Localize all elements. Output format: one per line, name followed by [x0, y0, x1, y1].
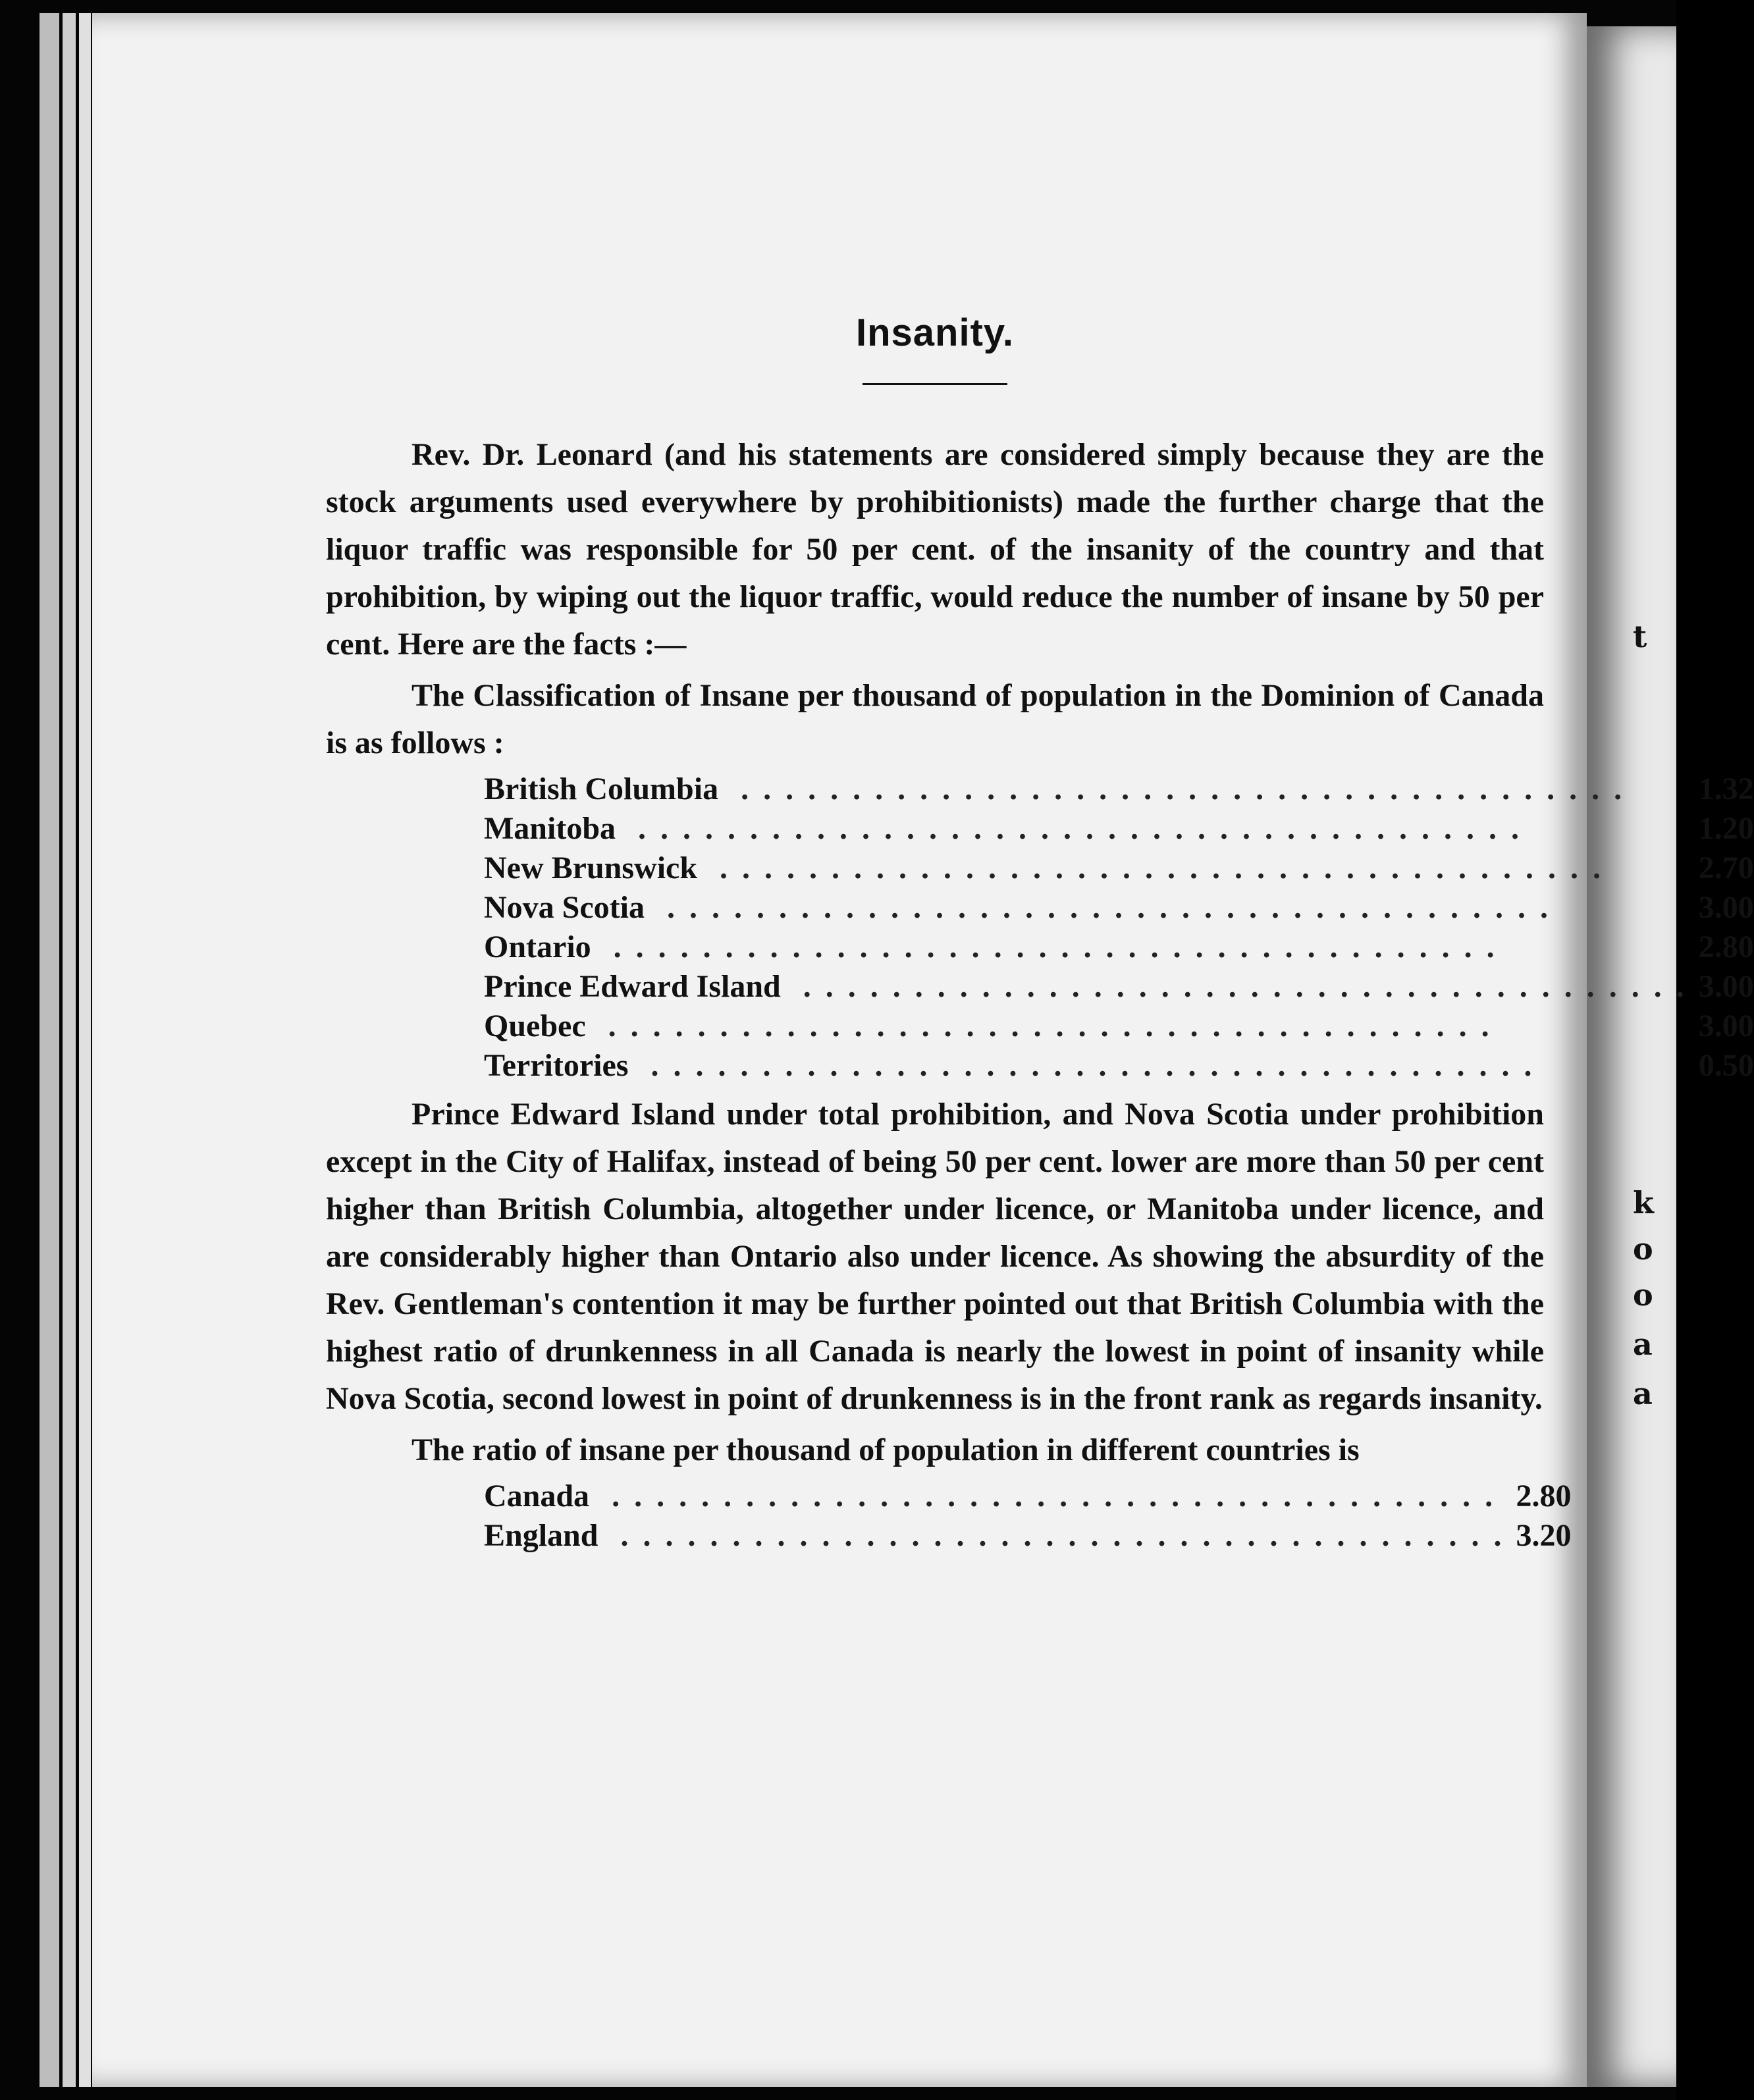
- adjacent-page-letter: o: [1633, 1231, 1653, 1267]
- ratio-value: 3.00: [1698, 890, 1754, 925]
- page-edge: [63, 13, 76, 2087]
- ratio-value: 2.80: [1698, 930, 1754, 964]
- leader-dots: ........................................: [598, 1518, 1516, 1553]
- leader-dots: ........................................: [644, 890, 1562, 925]
- page-edge: [79, 13, 91, 2087]
- table-row: [484, 1007, 1754, 1046]
- table-row: [484, 967, 1754, 1007]
- leader-dots: ........................................: [585, 1009, 1504, 1043]
- place-name: Quebec: [484, 1009, 586, 1043]
- place-name: Territories: [484, 1048, 629, 1083]
- place-name: Nova Scotia: [484, 890, 645, 925]
- table-row: [484, 849, 1754, 888]
- leader-dots: ........................................: [697, 851, 1616, 885]
- table-row: [484, 1477, 1571, 1516]
- ratio-value: 2.70: [1698, 851, 1754, 885]
- table-row: [484, 888, 1754, 928]
- ratio-value: 1.20: [1698, 811, 1754, 846]
- canada-insanity-table: [484, 770, 1754, 1086]
- table-row: [484, 1046, 1754, 1086]
- leader-dots: ........................................: [616, 811, 1534, 846]
- adjacent-page-letter: a: [1633, 1326, 1653, 1362]
- ratio-value: 3.20: [1516, 1518, 1572, 1553]
- place-name: Prince Edward Island: [484, 969, 781, 1004]
- title-divider: [863, 383, 1007, 385]
- paragraph-3: Prince Edward Island under total prohibition, and Nova Scotia under prohibition except in the City of Halifax, instead of being 50 per cent. lower are more than 50 per cent higher than British Columbia, altogether under licence, or Manitoba under licence, and are considerably higher than Ontario also under licence. As showing the absurdity of the Rev. Gentleman's contention it may be further pointed out that British Columbia with the highest ratio of drunkenness in all Canada is nearly the lowest in point of insanity while Nova Scotia, second lowest in point of drunkenness is in the front rank as regards insanity.: [326, 1097, 1544, 1416]
- adjacent-page-letter: k: [1633, 1185, 1654, 1221]
- leader-dots: ........................................: [628, 1048, 1547, 1083]
- table-row: [484, 928, 1754, 967]
- leader-dots: ........................................: [718, 772, 1637, 806]
- paragraph-4: The ratio of insane per thousand of population in different countries is: [412, 1432, 1360, 1467]
- leader-dots: ........................................: [591, 930, 1509, 964]
- place-name: New Brunswick: [484, 851, 698, 885]
- place-name: British Columbia: [484, 772, 719, 806]
- place-name: Canada: [484, 1479, 590, 1513]
- ratio-value: 3.00: [1698, 969, 1754, 1004]
- table-row: [484, 809, 1754, 849]
- paragraph-2: The Classification of Insane per thousand of population in the Dominion of Canada is as follows :: [326, 678, 1544, 760]
- place-name: Manitoba: [484, 811, 616, 846]
- table-row: [484, 1516, 1571, 1556]
- adjacent-page-letter: o: [1633, 1277, 1653, 1313]
- page-title: Insanity.: [856, 311, 1014, 354]
- ratio-value: 3.00: [1698, 1009, 1754, 1043]
- leader-dots: ........................................: [780, 969, 1699, 1004]
- place-name: England: [484, 1518, 598, 1553]
- countries-insanity-table: [484, 1477, 1571, 1556]
- table-row: [484, 770, 1754, 809]
- adjacent-page-letter: a: [1633, 1376, 1653, 1411]
- page-edge: [40, 13, 59, 2087]
- ratio-value: 1.32: [1698, 772, 1754, 806]
- page-content: [326, 309, 1754, 1561]
- place-name: Ontario: [484, 930, 591, 964]
- paragraph-1: Rev. Dr. Leonard (and his statements are considered simply because they are the stock arguments used everywhere by prohibitionists) made the further charge that the liquor traffic was responsible for 50 per cent. of the insanity of the country and that prohibition, by wiping out the liquor traffic, would reduce the number of insane by 50 per cent. Here are the facts :—: [326, 437, 1544, 662]
- ratio-value: 0.50: [1698, 1048, 1754, 1083]
- ratio-value: 2.80: [1516, 1479, 1572, 1513]
- leader-dots: ........................................: [589, 1479, 1508, 1513]
- adjacent-page-letter: t: [1633, 619, 1647, 654]
